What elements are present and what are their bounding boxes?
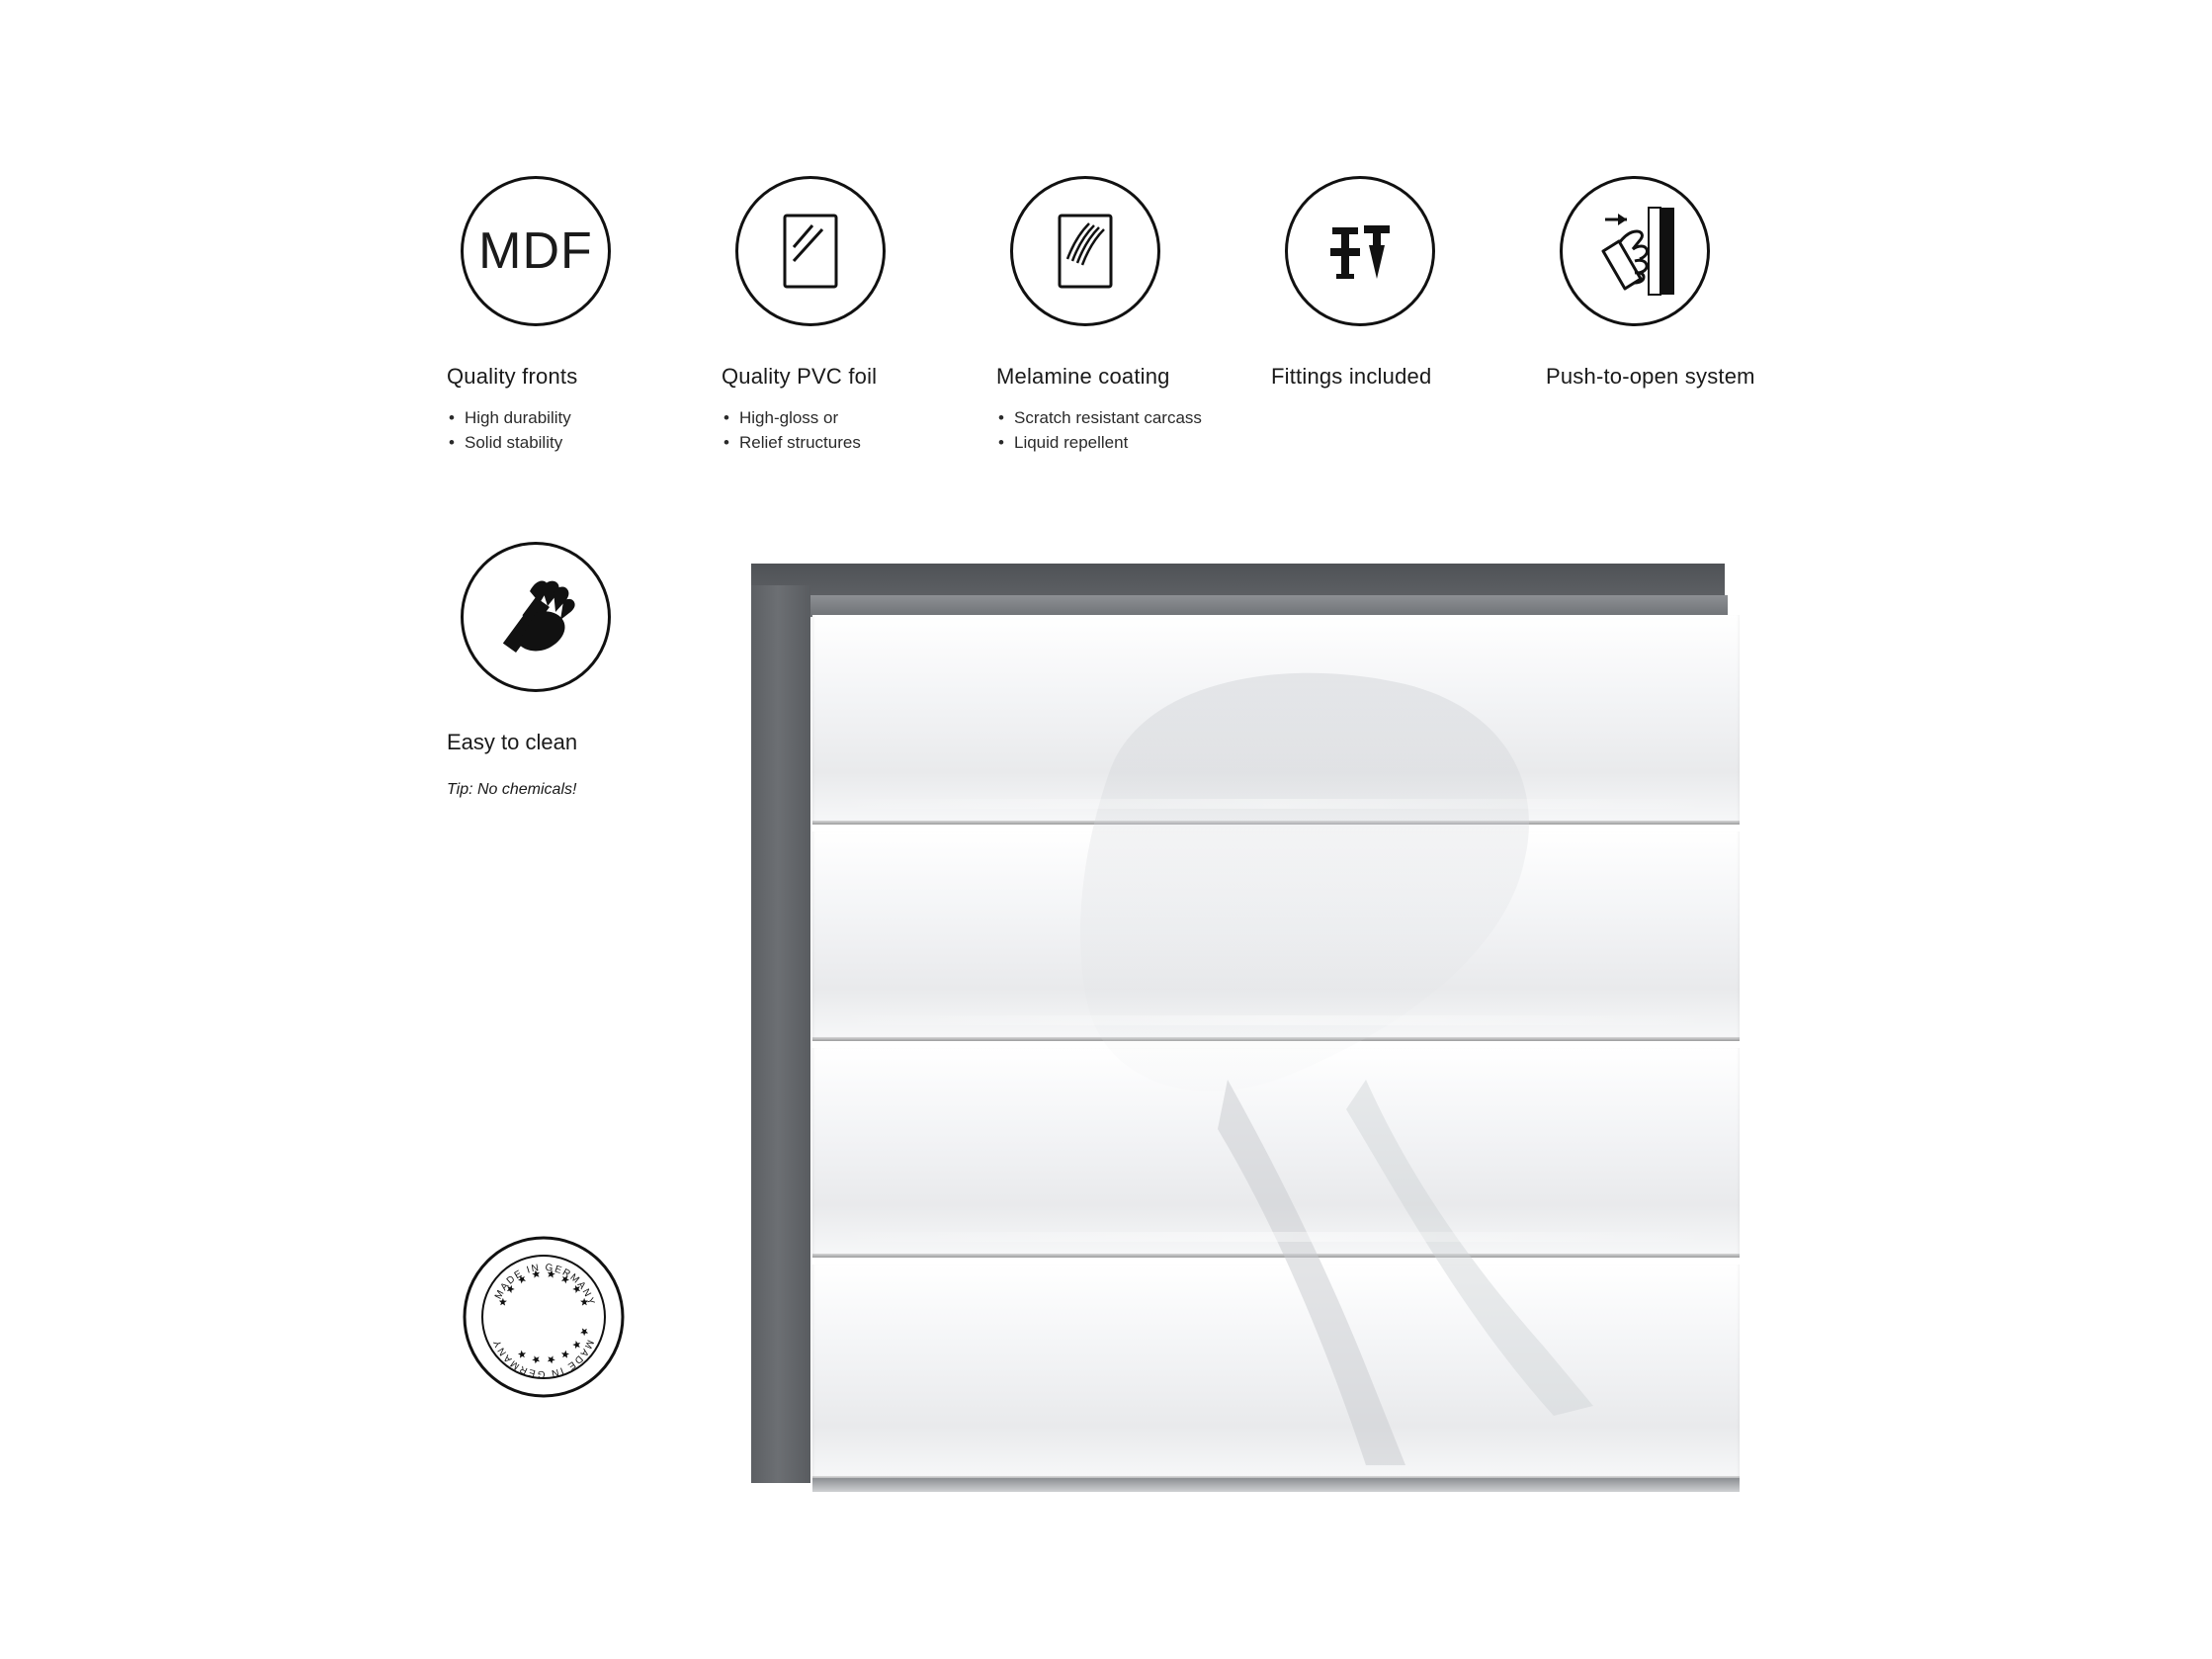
product-image [751, 564, 1740, 1483]
scratch-panel-icon [1010, 176, 1160, 326]
feature-bullets [449, 405, 722, 455]
feature-list [447, 176, 1821, 471]
screws-fittings-icon [1285, 176, 1435, 326]
feature-melamine-coating [996, 176, 1271, 471]
product-carcass-side [751, 585, 810, 1483]
made-in-germany-seal-svg [461, 1234, 627, 1400]
glossy-panel-icon [735, 176, 886, 326]
product-drawers [812, 615, 1740, 1480]
drawer-front [812, 615, 1740, 825]
mdf-icon-label: MDF [478, 222, 593, 280]
feature-title: Fittings included [1271, 364, 1432, 389]
made-in-germany-seal [461, 1234, 627, 1400]
feature-bullet: • High durability [449, 405, 722, 430]
mdf-icon [461, 176, 611, 326]
feature-bullet: • Solid stability [449, 430, 722, 455]
product-top-panel-face [789, 595, 1728, 617]
feature-push-to-open-system [1546, 176, 1821, 471]
screws-fittings-icon-svg [1311, 202, 1409, 301]
hand-push-door-icon-svg [1575, 192, 1694, 310]
drawer-front [812, 1265, 1740, 1480]
feature-bullets [998, 405, 1271, 455]
product-base [812, 1478, 1740, 1492]
feature-bullet: • Liquid repellent [998, 430, 1271, 455]
feature-bullets [723, 405, 996, 455]
feature-title: Quality fronts [447, 364, 578, 389]
feature-fittings-included [1271, 176, 1546, 471]
hand-push-door-icon [1560, 176, 1710, 326]
feature-title: Melamine coating [996, 364, 1170, 389]
feature-title: Easy to clean [447, 730, 578, 754]
glossy-panel-icon-svg [763, 204, 858, 299]
seal-text-bottom: MADE IN GERMANY [491, 1337, 596, 1380]
product-top-panel [751, 564, 1725, 599]
drawer-front [812, 1048, 1740, 1258]
seal-text-top: MADE IN GERMANY [492, 1262, 597, 1308]
feature-bullet: • Scratch resistant carcass [998, 405, 1271, 430]
clean-tip: Tip: No chemicals! [447, 781, 577, 798]
hand-cloth-icon [461, 542, 611, 692]
feature-title: Push-to-open system [1546, 364, 1755, 389]
hand-cloth-icon-svg [476, 558, 595, 676]
feature-bullet: • Relief structures [723, 430, 996, 455]
feature-quality-pvc-foil [722, 176, 996, 471]
feature-easy-to-clean [447, 542, 733, 799]
feature-title: Quality PVC foil [722, 364, 878, 389]
scratch-panel-icon-svg [1038, 204, 1133, 299]
feature-quality-fronts [447, 176, 722, 471]
drawer-front [812, 831, 1740, 1041]
feature-bullet: • High-gloss or [723, 405, 996, 430]
